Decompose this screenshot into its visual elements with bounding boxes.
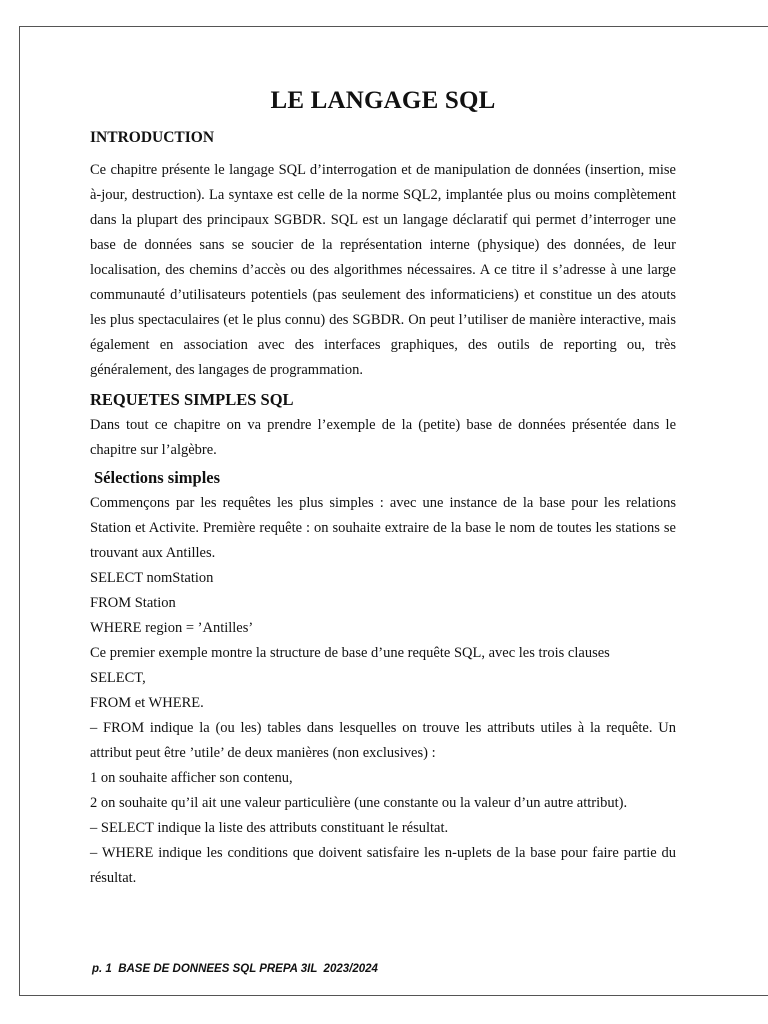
select-clause-line: – SELECT indique la liste des attributs constituant le résultat. xyxy=(90,820,449,836)
introduction-paragraph: Ce chapitre présente le langage SQL d’interrogation et de manipulation de données (insertion, mise à-jour, destruction). La syntaxe est celle de la norme SQL2, implantée plus ou moins complètement dans la plupart des principaux SGBDR. SQL est un langage déclaratif qui permet d’interroger une base de données sans se soucier de la représentation interne (physique) des données, de leur localisation, des chemins d’accès ou des algorithmes nécessaires. A ce titre il s’adresse à une large communauté d’utilisateurs potentiels (pas seulement des informaticiens) et constitue un des atouts les plus spectaculaires (et le plus connu) des SGBDR. On peut l’utiliser de manière interactive, mais également en association avec des interfaces graphiques, des outils de reporting ou, très généralement, des langages de programmation. xyxy=(90,162,676,378)
structure-line-from-where: FROM et WHERE. xyxy=(90,695,204,711)
sql-from-line: FROM Station xyxy=(90,595,176,611)
list-item-2: 2 on souhaite qu’il ait une valeur particulière (une constante ou la valeur d’un autre attribut). xyxy=(90,795,628,811)
requetes-heading: REQUETES SIMPLES SQL xyxy=(90,390,294,409)
from-clause-paragraph: – FROM indique la (ou les) tables dans lesquelles on trouve les attributs utiles à la requête. Un attribut peut être ’utile’ de deux manières (non exclusives) : xyxy=(90,720,676,761)
sql-select-line: SELECT nomStation xyxy=(90,570,214,586)
requetes-paragraph: Dans tout ce chapitre on va prendre l’exemple de la (petite) base de données présentée dans le chapitre sur l’algèbre. xyxy=(90,417,676,458)
structure-paragraph: Ce premier exemple montre la structure de base d’une requête SQL, avec les trois clauses xyxy=(90,645,610,661)
structure-line-select: SELECT, xyxy=(90,670,146,686)
selections-heading: Sélections simples xyxy=(94,468,221,487)
page-footer: p. 1 BASE DE DONNEES SQL PREPA 3IL 2023/2024 xyxy=(92,963,378,975)
where-clause-paragraph: – WHERE indique les conditions que doivent satisfaire les n-uplets de la base pour faire partie du résultat. xyxy=(90,845,676,886)
list-item-1: 1 on souhaite afficher son contenu, xyxy=(90,770,293,786)
introduction-heading: INTRODUCTION xyxy=(90,129,215,146)
sql-where-line: WHERE region = ’Antilles’ xyxy=(90,620,254,636)
document-body xyxy=(90,84,676,891)
selections-paragraph: Commençons par les requêtes les plus simples : avec une instance de la base pour les relations Station et Activite. Première requête : on souhaite extraire de la base le nom de toutes les stations se trouvant aux Antilles. xyxy=(90,495,676,561)
document-title: LE LANGAGE SQL xyxy=(270,87,496,114)
